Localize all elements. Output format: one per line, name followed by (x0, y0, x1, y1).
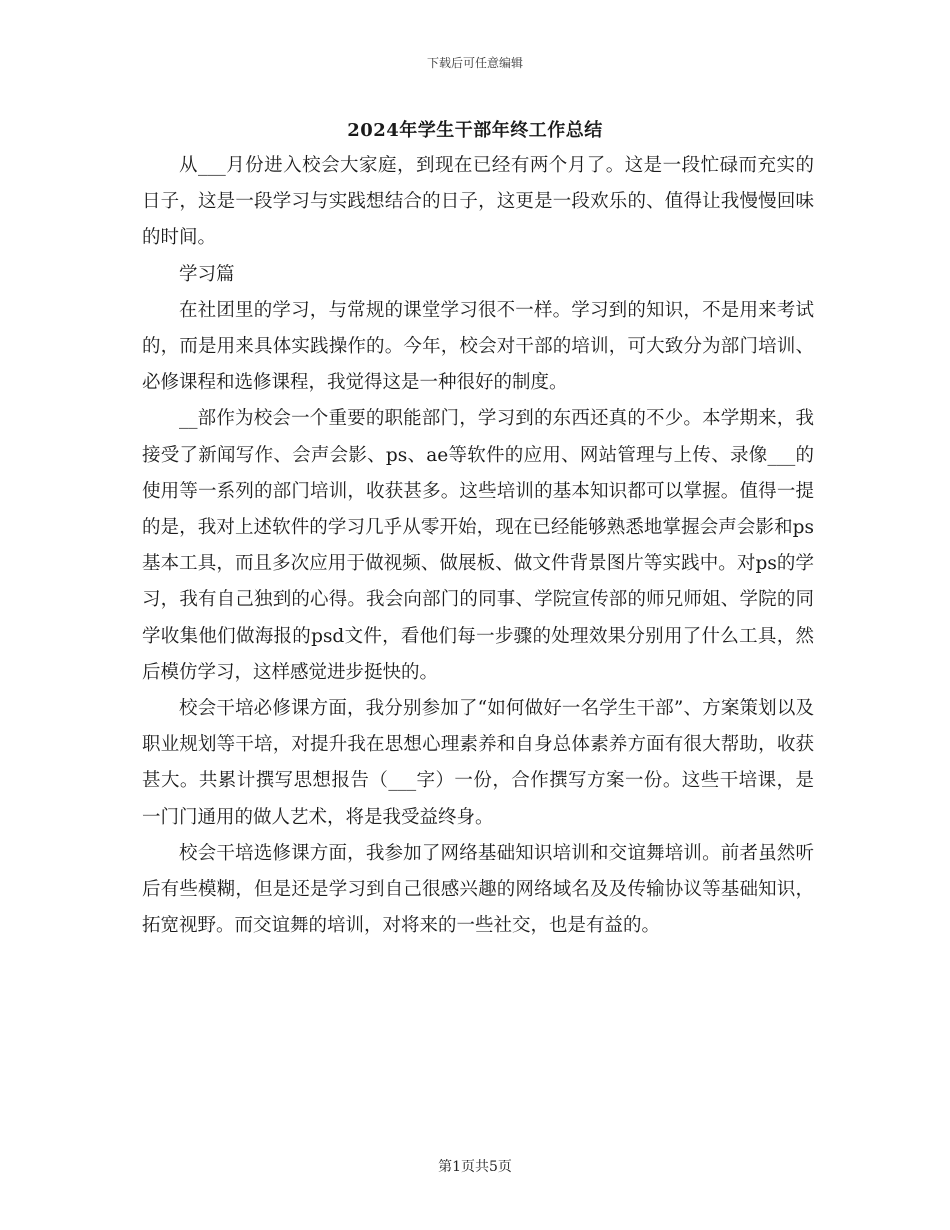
paragraph-department-training: __部作为校会一个重要的职能部门，学习到的东西还真的不少。本学期来，我接受了新闻写作、会声会影、ps、ae等软件的应用、网站管理与上传、录像___的使用等一系列的部门培训，收获甚多。这些培训的基本知识都可以掌握。值得一提的是，我对上述软件的学习几乎从零开始，现在已经能够熟悉地掌握会声会影和ps基本工具，而且多次应用于做视频、做展板、做文件背景图片等实践中。对ps的学习，我有自己独到的心得。我会向部门的同事、学院宣传部的师兄师姐、学院的同学收集他们做海报的psd文件，看他们每一步骤的处理效果分别用了什么工具，然后模仿学习，这样感觉进步挺快的。 (142, 408, 814, 683)
document-body (142, 148, 814, 944)
paragraph-intro: 从___月份进入校会大家庭，到现在已经有两个月了。这是一段忙碌而充实的日子，这是一段学习与实践想结合的日子，这更是一段欢乐的、值得让我慢慢回味的时间。 (142, 155, 814, 249)
paragraph-required-courses: 校会干培必修课方面，我分别参加了“如何做好一名学生干部”、方案策划以及职业规划等干培，对提升我在思想心理素养和自身总体素养方面有很大帮助，收获甚大。共累计撰写思想报告（___字）一份，合作撰写方案一份。这些干培课，是一门门通用的做人艺术，将是我受益终身。 (142, 698, 814, 828)
document-title: 2024年学生干部年终工作总结 (347, 120, 603, 141)
page-number-footer: 第1页共5页 (438, 1159, 512, 1175)
paragraph-elective-courses: 校会干培选修课方面，我参加了网络基础知识培训和交谊舞培训。前者虽然听后有些模糊，但是还是学习到自己很感兴趣的网络域名及及传输协议等基础知识，拓宽视野。而交谊舞的培训，对将来的一些社交，也是有益的。 (142, 842, 814, 937)
section-heading-study: 学习篇 (179, 263, 235, 285)
header-note: 下载后可任意编辑 (426, 56, 523, 70)
paragraph-club-study: 在社团里的学习，与常规的课堂学习很不一样。学习到的知识，不是用来考试的，而是用来具体实践操作的。今年，校会对干部的培训，可大致分为部门培训、必修课程和选修课程，我觉得这是一种很好的制度。 (142, 299, 814, 394)
